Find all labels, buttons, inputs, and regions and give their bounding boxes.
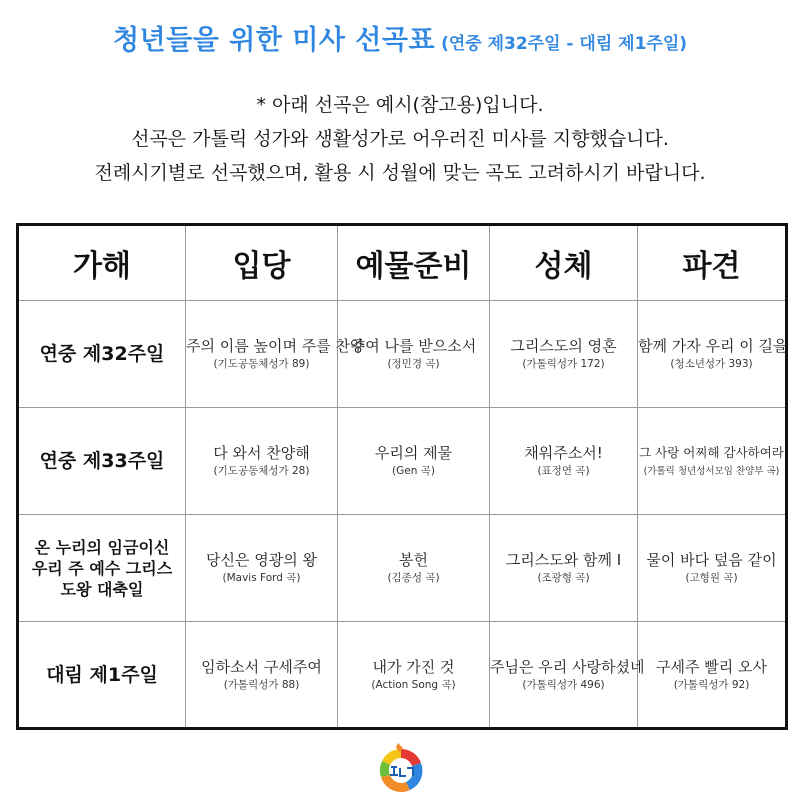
column-header-communion: 성체 <box>490 225 638 301</box>
song-cell <box>186 408 338 515</box>
song-source: (Action Song 곡) <box>371 678 456 691</box>
title-subtitle: (연중 제32주일 - 대림 제1주일) <box>441 34 688 54</box>
song-cell <box>186 301 365 408</box>
week-label: 연중 제33주일 <box>18 408 186 515</box>
table-row <box>18 408 787 515</box>
song-title: 주여 나를 받으소서 <box>350 337 477 355</box>
song-cell <box>338 408 490 515</box>
song-title: 주님은 우리 사랑하셨네 <box>490 657 645 676</box>
song-source: (가톨릭성가 88) <box>223 678 300 691</box>
song-cell <box>638 622 787 729</box>
song-cell <box>638 515 787 622</box>
song-cell <box>338 515 490 622</box>
song-cell <box>338 622 490 729</box>
column-header-year: 가해 <box>18 225 186 301</box>
song-cell <box>638 301 787 408</box>
column-header-offertory: 예물준비 <box>338 225 490 301</box>
column-header-entrance: 입당 <box>186 225 338 301</box>
song-title: 그리스도와 함께 I <box>505 551 622 569</box>
song-source: (정민경 곡) <box>387 358 440 370</box>
week-label <box>18 515 186 622</box>
song-cell <box>490 515 638 622</box>
song-source: (Mavis Ford 곡) <box>222 572 301 584</box>
song-title: 주의 이름 높이며 주를 찬양 <box>186 337 365 355</box>
chunggyo-logo-icon <box>372 741 430 797</box>
song-title: 채워주소서! <box>524 444 603 462</box>
song-cell <box>186 515 338 622</box>
song-title: 그 사랑 어찌해 감사하여라 <box>639 445 784 460</box>
logo-graphic <box>372 741 430 797</box>
song-title: 다 와서 찬양해 <box>213 444 310 462</box>
song-source: (가톨릭성가 172) <box>522 358 605 370</box>
song-cell <box>490 301 638 408</box>
week-label-text: 온 누리의 임금이신 우리 주 예수 그리스도왕 대축일 <box>31 537 173 599</box>
song-source: (김종성 곡) <box>387 572 440 584</box>
song-source: (기도공동체성가 28) <box>213 465 310 477</box>
song-title: 함께 가자 우리 이 길을 <box>638 337 788 355</box>
song-title: 당신은 영광의 왕 <box>206 551 317 569</box>
song-source: (가톨릭 청년성서모임 찬양부 곡) <box>643 466 780 477</box>
song-cell <box>490 408 638 515</box>
song-source: (가톨릭성가 496) <box>522 678 605 691</box>
song-source: (조광형 곡) <box>537 572 590 584</box>
table-row <box>18 301 787 408</box>
song-source: (가톨릭성가 92) <box>673 678 750 691</box>
note-line: 선곡은 가톨릭 성가와 생활성가로 어우러진 미사를 지향했습니다. <box>131 128 669 150</box>
song-title: 구세주 빨리 오사 <box>656 657 767 676</box>
song-title: 물이 바다 덮음 같이 <box>646 551 777 569</box>
song-cell <box>338 301 490 408</box>
page-title <box>0 18 800 57</box>
week-label: 대림 제1주일 <box>18 622 186 729</box>
notes <box>0 88 800 190</box>
title-main: 청년들을 위한 미사 선곡표 <box>112 25 436 56</box>
note-line: 전례시기별로 선곡했으며, 활용 시 성월에 맞는 곡도 고려하시기 바랍니다. <box>94 162 706 184</box>
song-cell <box>490 622 645 729</box>
week-label: 연중 제32주일 <box>18 301 186 408</box>
column-header-recessional: 파견 <box>638 225 787 301</box>
song-schedule-table <box>16 223 788 730</box>
table-row <box>18 515 787 622</box>
table-row <box>18 622 787 729</box>
song-title: 임하소서 구세주여 <box>201 657 322 676</box>
table-header-row <box>18 225 787 301</box>
song-source: (고형원 곡) <box>685 572 738 584</box>
song-source: (Gen 곡) <box>392 465 435 477</box>
song-title: 그리스도의 영혼 <box>510 337 617 355</box>
song-source: (청소년성가 393) <box>670 358 753 370</box>
song-source: (표정연 곡) <box>537 465 590 477</box>
song-title: 내가 가진 것 <box>372 657 455 676</box>
song-cell <box>186 622 338 729</box>
note-line: * 아래 선곡은 예시(참고용)입니다. <box>256 94 544 116</box>
song-title: 우리의 제물 <box>374 444 453 462</box>
song-title: 봉헌 <box>399 551 428 569</box>
song-source: (기도공동체성가 89) <box>213 358 310 370</box>
song-cell <box>638 408 787 515</box>
